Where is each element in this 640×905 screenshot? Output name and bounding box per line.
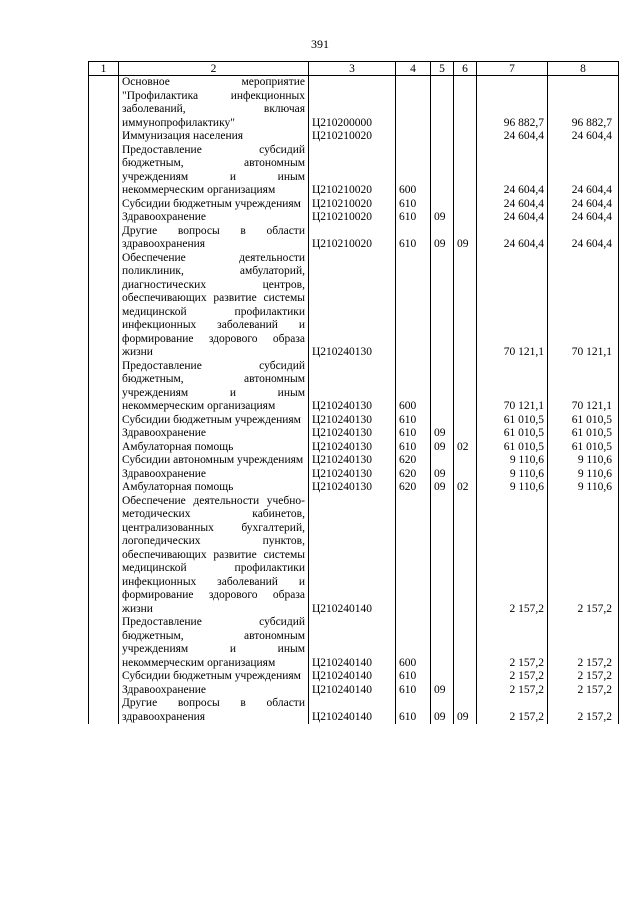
cell-section: 09: [431, 225, 454, 252]
cell-target-code: Ц210210020: [309, 211, 396, 225]
cell-amount-col7: 9 110,6: [477, 468, 548, 482]
cell-target-code: Ц210240130: [309, 441, 396, 455]
cell-name: Другие вопросы в области здравоохранения: [119, 225, 309, 252]
cell-subsection: [454, 144, 477, 198]
cell-section: 09: [431, 684, 454, 698]
cell-amount-col7: 96 882,7: [477, 76, 548, 131]
cell-expense-type: 610: [396, 441, 431, 455]
cell-name: Основное мероприятие "Профилактика инфекционных заболеваний, включая иммунопрофилактику": [119, 76, 309, 131]
cell-amount-col8: 24 604,4: [548, 144, 619, 198]
table-row: [89, 198, 619, 212]
cell-amount-col8: 96 882,7: [548, 76, 619, 131]
cell-expense-type: 610: [396, 225, 431, 252]
column-header: 5: [431, 62, 454, 76]
cell-col1: [89, 697, 119, 724]
cell-target-code: Ц210240130: [309, 481, 396, 495]
cell-name: Субсидии бюджетным учреждениям: [119, 414, 309, 428]
cell-amount-col7: 9 110,6: [477, 481, 548, 495]
cell-subsection: [454, 454, 477, 468]
cell-amount-col7: 2 157,2: [477, 495, 548, 617]
cell-expense-type: [396, 252, 431, 360]
cell-col1: [89, 252, 119, 360]
cell-expense-type: 610: [396, 414, 431, 428]
cell-target-code: Ц210240140: [309, 684, 396, 698]
cell-name: Здравоохранение: [119, 211, 309, 225]
cell-name: Амбулаторная помощь: [119, 441, 309, 455]
cell-expense-type: 600: [396, 144, 431, 198]
cell-expense-type: [396, 130, 431, 144]
cell-expense-type: 610: [396, 684, 431, 698]
cell-target-code: Ц210210020: [309, 144, 396, 198]
cell-col1: [89, 414, 119, 428]
cell-name: Предоставление субсидий бюджетным, автономным учреждениям и иным некоммерческим организациям: [119, 360, 309, 414]
cell-expense-type: 620: [396, 468, 431, 482]
cell-expense-type: 610: [396, 427, 431, 441]
cell-amount-col8: 2 157,2: [548, 670, 619, 684]
cell-col1: [89, 495, 119, 617]
column-header: 3: [309, 62, 396, 76]
cell-amount-col7: 2 157,2: [477, 616, 548, 670]
cell-expense-type: 610: [396, 198, 431, 212]
cell-section: [431, 252, 454, 360]
cell-expense-type: 620: [396, 454, 431, 468]
cell-target-code: Ц210210020: [309, 130, 396, 144]
cell-col1: [89, 144, 119, 198]
cell-col1: [89, 198, 119, 212]
cell-amount-col8: 2 157,2: [548, 616, 619, 670]
column-header: 7: [477, 62, 548, 76]
cell-section: 09: [431, 427, 454, 441]
cell-amount-col7: 24 604,4: [477, 198, 548, 212]
cell-section: [431, 130, 454, 144]
cell-col1: [89, 360, 119, 414]
cell-subsection: 09: [454, 697, 477, 724]
table-row: [89, 684, 619, 698]
cell-expense-type: 600: [396, 360, 431, 414]
cell-section: 09: [431, 441, 454, 455]
cell-section: [431, 616, 454, 670]
cell-amount-col8: 2 157,2: [548, 495, 619, 617]
cell-subsection: [454, 198, 477, 212]
cell-subsection: [454, 670, 477, 684]
cell-amount-col7: 24 604,4: [477, 130, 548, 144]
cell-subsection: [454, 616, 477, 670]
cell-expense-type: 620: [396, 481, 431, 495]
cell-name: Предоставление субсидий бюджетным, автономным учреждениям и иным некоммерческим организациям: [119, 616, 309, 670]
table-row: [89, 130, 619, 144]
table-row: [89, 414, 619, 428]
cell-section: [431, 454, 454, 468]
table-row: [89, 211, 619, 225]
cell-target-code: Ц210200000: [309, 76, 396, 131]
cell-amount-col8: 2 157,2: [548, 697, 619, 724]
cell-amount-col7: 2 157,2: [477, 697, 548, 724]
cell-amount-col8: 61 010,5: [548, 441, 619, 455]
cell-section: [431, 670, 454, 684]
page-number: 391: [311, 37, 329, 51]
cell-amount-col8: 9 110,6: [548, 481, 619, 495]
cell-subsection: 02: [454, 441, 477, 455]
cell-target-code: Ц210240140: [309, 495, 396, 617]
cell-col1: [89, 481, 119, 495]
cell-name: Обеспечение деятельности поликлиник, амбулаторий, диагностических центров, обеспечивающих развитие системы медицинской профилактики инфекционных заболеваний и формирование здорового образа жизни: [119, 252, 309, 360]
table-row: [89, 495, 619, 617]
cell-name: Иммунизация населения: [119, 130, 309, 144]
cell-section: [431, 198, 454, 212]
cell-amount-col7: 24 604,4: [477, 225, 548, 252]
table-row: [89, 468, 619, 482]
column-header: 1: [89, 62, 119, 76]
cell-subsection: 02: [454, 481, 477, 495]
cell-col1: [89, 441, 119, 455]
cell-target-code: Ц210240140: [309, 697, 396, 724]
table-row: [89, 481, 619, 495]
cell-subsection: [454, 495, 477, 617]
column-header: 4: [396, 62, 431, 76]
cell-section: [431, 414, 454, 428]
cell-amount-col7: 2 157,2: [477, 684, 548, 698]
table-row: [89, 697, 619, 724]
cell-target-code: Ц210240140: [309, 670, 396, 684]
cell-expense-type: [396, 495, 431, 617]
cell-amount-col7: 24 604,4: [477, 144, 548, 198]
cell-amount-col8: 9 110,6: [548, 468, 619, 482]
table-row: [89, 76, 619, 131]
cell-amount-col8: 9 110,6: [548, 454, 619, 468]
cell-amount-col7: 61 010,5: [477, 427, 548, 441]
cell-amount-col7: 2 157,2: [477, 670, 548, 684]
cell-subsection: [454, 684, 477, 698]
cell-section: 09: [431, 468, 454, 482]
table-row: [89, 616, 619, 670]
cell-amount-col7: 61 010,5: [477, 414, 548, 428]
cell-expense-type: 610: [396, 211, 431, 225]
cell-col1: [89, 76, 119, 131]
cell-section: [431, 495, 454, 617]
cell-amount-col7: 70 121,1: [477, 360, 548, 414]
cell-amount-col8: 24 604,4: [548, 211, 619, 225]
cell-section: [431, 360, 454, 414]
cell-col1: [89, 225, 119, 252]
cell-amount-col7: 24 604,4: [477, 211, 548, 225]
cell-target-code: Ц210240130: [309, 252, 396, 360]
cell-subsection: [454, 76, 477, 131]
cell-expense-type: 610: [396, 670, 431, 684]
cell-col1: [89, 211, 119, 225]
cell-name: Здравоохранение: [119, 468, 309, 482]
cell-amount-col8: 24 604,4: [548, 225, 619, 252]
cell-amount-col7: 61 010,5: [477, 441, 548, 455]
table-row: [89, 225, 619, 252]
cell-target-code: Ц210210020: [309, 198, 396, 212]
cell-name: Здравоохранение: [119, 684, 309, 698]
cell-name: Другие вопросы в области здравоохранения: [119, 697, 309, 724]
cell-section: [431, 144, 454, 198]
cell-amount-col8: 24 604,4: [548, 130, 619, 144]
cell-section: 09: [431, 481, 454, 495]
cell-col1: [89, 468, 119, 482]
cell-amount-col8: 24 604,4: [548, 198, 619, 212]
cell-name: Здравоохранение: [119, 427, 309, 441]
cell-target-code: Ц210240140: [309, 616, 396, 670]
cell-name: Амбулаторная помощь: [119, 481, 309, 495]
cell-amount-col8: 61 010,5: [548, 414, 619, 428]
cell-subsection: [454, 427, 477, 441]
cell-expense-type: 600: [396, 616, 431, 670]
cell-amount-col8: 70 121,1: [548, 360, 619, 414]
column-header: 6: [454, 62, 477, 76]
cell-amount-col8: 70 121,1: [548, 252, 619, 360]
column-header: 8: [548, 62, 619, 76]
cell-subsection: [454, 211, 477, 225]
table-row: [89, 252, 619, 360]
table-row: [89, 454, 619, 468]
cell-target-code: Ц210240130: [309, 427, 396, 441]
cell-amount-col7: 70 121,1: [477, 252, 548, 360]
table-row: [89, 427, 619, 441]
cell-subsection: [454, 468, 477, 482]
cell-col1: [89, 684, 119, 698]
cell-col1: [89, 670, 119, 684]
cell-col1: [89, 616, 119, 670]
cell-target-code: Ц210240130: [309, 454, 396, 468]
cell-col1: [89, 427, 119, 441]
table-body: [89, 76, 619, 725]
column-number-row: [89, 62, 619, 76]
cell-amount-col7: 9 110,6: [477, 454, 548, 468]
cell-subsection: [454, 414, 477, 428]
cell-target-code: Ц210240130: [309, 414, 396, 428]
column-header: 2: [119, 62, 309, 76]
cell-expense-type: [396, 76, 431, 131]
cell-subsection: 09: [454, 225, 477, 252]
cell-name: Субсидии бюджетным учреждениям: [119, 670, 309, 684]
cell-subsection: [454, 252, 477, 360]
cell-subsection: [454, 360, 477, 414]
cell-name: Субсидии автономным учреждениям: [119, 454, 309, 468]
cell-expense-type: 610: [396, 697, 431, 724]
cell-amount-col8: 61 010,5: [548, 427, 619, 441]
cell-section: 09: [431, 211, 454, 225]
cell-target-code: Ц210240130: [309, 360, 396, 414]
cell-name: Предоставление субсидий бюджетным, автономным учреждениям и иным некоммерческим организациям: [119, 144, 309, 198]
cell-target-code: Ц210240130: [309, 468, 396, 482]
cell-col1: [89, 454, 119, 468]
table-row: [89, 670, 619, 684]
table-row: [89, 441, 619, 455]
cell-amount-col8: 2 157,2: [548, 684, 619, 698]
budget-table: [88, 61, 619, 724]
table-row: [89, 360, 619, 414]
cell-target-code: Ц210210020: [309, 225, 396, 252]
cell-section: 09: [431, 697, 454, 724]
cell-name: Обеспечение деятельности учебно-методических кабинетов, централизованных бухгалтерий, логопедических пунктов, обеспечивающих развитие системы медицинской профилактики инфекционных заболеваний и формирование здорового образа жизни: [119, 495, 309, 617]
cell-subsection: [454, 130, 477, 144]
table-row: [89, 144, 619, 198]
cell-col1: [89, 130, 119, 144]
cell-section: [431, 76, 454, 131]
cell-name: Субсидии бюджетным учреждениям: [119, 198, 309, 212]
